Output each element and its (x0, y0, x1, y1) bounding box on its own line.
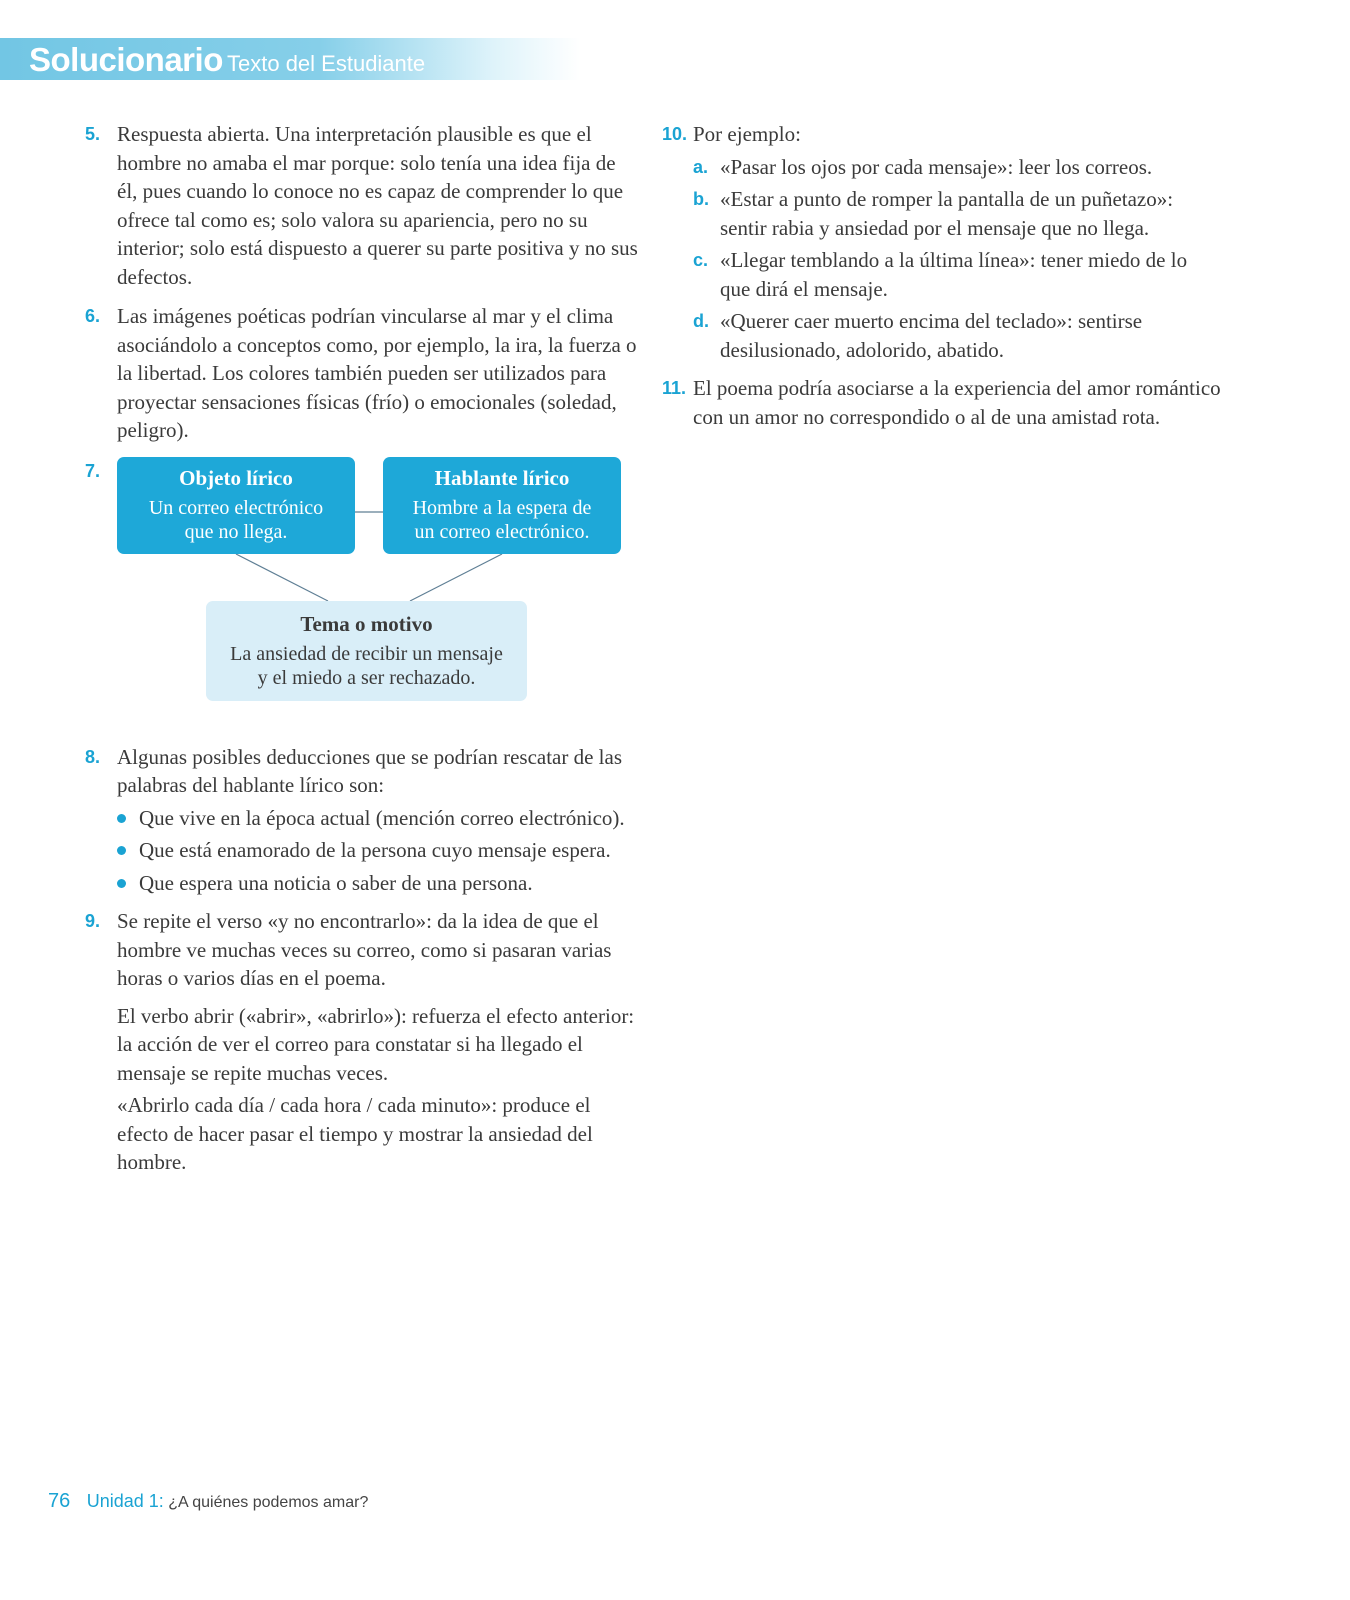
answer-number: 5. (85, 124, 101, 144)
answer-text: Por ejemplo: (693, 122, 801, 146)
box-text: un correo electrónico. (414, 521, 590, 543)
sub-item-c (693, 246, 1222, 303)
sub-letter: c. (693, 250, 709, 270)
right-column (662, 120, 1222, 431)
answer-number: 7. (85, 460, 101, 481)
page-number: 76 (48, 1490, 71, 1512)
box-text: La ansiedad de recibir un mensaje (230, 643, 503, 665)
answer-paragraph: El verbo abrir («abrir», «abrirlo»): refuerza el efecto anterior: la acción de ver el correo para constatar si ha llegado el mensaje se repite muchas veces. (117, 1003, 635, 1085)
sub-letter: a. (693, 156, 709, 177)
answer-number: 9. (85, 911, 101, 931)
page-footer (48, 1490, 368, 1513)
sub-item-d (693, 307, 1222, 364)
bullet-text: Que espera una noticia o saber de una persona. (139, 870, 533, 895)
tema-motivo-box (206, 601, 527, 701)
answer-11 (662, 374, 1222, 431)
sub-letter: d. (693, 311, 709, 331)
bullet-text: Que está enamorado de la persona cuyo mensaje espera. (139, 838, 611, 862)
answer-text: Algunas posibles deducciones que se podrían rescatar de las palabras del hablante lírico son: (117, 744, 623, 797)
answer-text: Respuesta abierta. Una interpretación plausible es que el hombre no amaba el mar porque: solo tenía una idea fija de él, pues cuando lo conoce no es capaz de comprender lo que ofrece tal como es; solo valora su apariencia, pero no su interior; solo está dispuesto a querer su parte positiva y no sus defectos. (117, 122, 638, 289)
answer-text: Las imágenes poéticas podrían vincularse al mar y el clima asociándolo a conceptos como, por ejemplo, la ira, la fuerza o la libertad. Los colores también pueden ser utilizados para proyectar sensaciones físicas (frío) o emocionales (soledad, peligro). (117, 304, 637, 442)
sub-item-b (693, 185, 1222, 242)
sub-text: «Querer caer muerto encima del teclado»: sentirse desilusionado, adolorido, abatido. (720, 309, 1143, 362)
hablante-lirico-box (383, 457, 621, 554)
answer-number: 11. (662, 378, 687, 398)
answer-number: 6. (85, 306, 101, 326)
sub-letter: b. (693, 189, 709, 209)
unit-label: Unidad 1: (86, 1491, 164, 1511)
sub-text: «Llegar temblando a la última línea»: tener miedo de lo que dirá el mensaje. (720, 248, 1188, 301)
box-text: y el miedo a ser rechazado. (257, 667, 476, 689)
answer-text: Se repite el verso «y no encontrarlo»: da la idea de que el hombre ve muchas veces su correo, como si pasaran varias horas o varios días en el poema. (117, 909, 612, 990)
header-subtitle: Texto del Estudiante (227, 51, 426, 76)
box-text: Un correo electrónico (148, 497, 324, 519)
box-title: Tema o motivo (300, 612, 433, 636)
answer-number: 10. (662, 124, 688, 144)
answer-number: 8. (85, 746, 101, 767)
sub-item-a (693, 153, 1222, 182)
box-title: Objeto lírico (179, 466, 293, 490)
sub-text: «Estar a punto de romper la pantalla de un puñetazo»: sentir rabia y ansiedad por el mensaje que no llega. (720, 187, 1174, 240)
unit-title: ¿A quiénes podemos amar? (168, 1494, 369, 1511)
sub-text: «Pasar los ojos por cada mensaje»: leer los correos. (720, 154, 1153, 179)
box-text: Hombre a la espera de (412, 497, 592, 519)
answer-paragraph: «Abrirlo cada día / cada hora / cada minuto»: produce el efecto de hacer pasar el tiempo y mostrar la ansiedad del hombre. (117, 1093, 593, 1174)
bullet-text: Que vive en la época actual (mención correo electrónico). (139, 805, 625, 830)
objeto-lirico-box (117, 457, 355, 554)
header-title: Solucionario (29, 41, 223, 78)
answer-10 (662, 120, 1222, 364)
box-title: Hablante lírico (434, 466, 570, 490)
answer-text: El poema podría asociarse a la experiencia del amor romántico con un amor no correspondido o al de una amistad rota. (693, 376, 1221, 429)
box-text: que no llega. (184, 521, 288, 543)
